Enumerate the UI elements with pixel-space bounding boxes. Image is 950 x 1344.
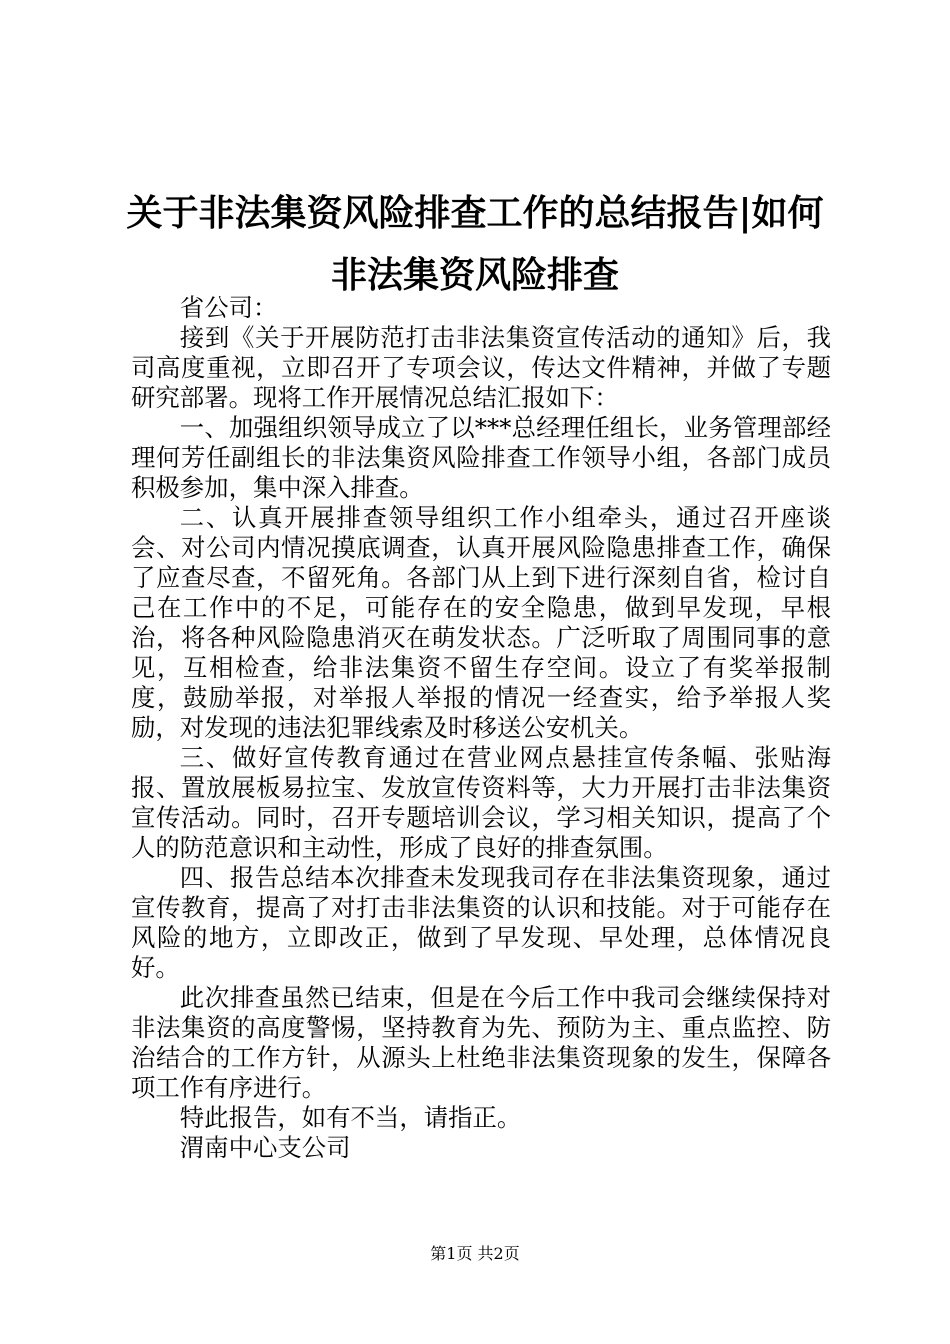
paragraph-section-1: 一、加强组织领导成立了以***总经理任组长，业务管理部经理何芳任副组长的非法集资风险排查工作领导小组，各部门成员积极参加，集中深入排查。: [131, 413, 831, 502]
paragraph-section-3: 三、做好宣传教育通过在营业网点悬挂宣传条幅、张贴海报、置放展板易拉宝、发放宣传资料等，大力开展打击非法集资宣传活动。同时，召开专题培训会议，学习相关知识，提高了个人的防范意识和主动性，形成了良好的排查氛围。: [131, 743, 831, 862]
paragraph-section-2: 二、认真开展排查领导组织工作小组牵头，通过召开座谈会、对公司内情况摸底调查，认真开展风险隐患排查工作，确保了应查尽查，不留死角。各部门从上到下进行深刻自省，检讨自己在工作中的不足，可能存在的安全隐患，做到早发现，早根治，将各种风险隐患消灭在萌发状态。广泛听取了周围同事的意见，互相检查，给非法集资不留生存空间。设立了有奖举报制度，鼓励举报，对举报人举报的情况一经查实，给予举报人奖励，对发现的违法犯罪线索及时移送公安机关。: [131, 503, 831, 742]
salutation: 省公司：: [179, 293, 278, 322]
paragraph-section-4: 四、报告总结本次排查未发现我司存在非法集资现象，通过宣传教育，提高了对打击非法集资的认识和技能。对于可能存在风险的地方，立即改正，做到了早发现、早处理，总体情况良好。: [131, 863, 831, 982]
paragraph-closing: 特此报告，如有不当，请指正。: [179, 1103, 522, 1132]
document-title: 关于非法集资风险排查工作的总结报告|如何非法集资风险排查: [126, 192, 824, 296]
paragraph-conclusion: 此次排查虽然已结束，但是在今后工作中我司会继续保持对非法集资的高度警惕，坚持教育为先、预防为主、重点监控、防治结合的工作方针，从源头上杜绝非法集资现象的发生，保障各项工作有序进行。: [131, 983, 831, 1102]
document-body: [131, 293, 831, 1163]
page-footer: 第1页 共2页: [430, 1244, 520, 1263]
signature-company: 渭南中心支公司: [179, 1133, 351, 1162]
paragraph-intro: 接到《关于开展防范打击非法集资宣传活动的通知》后，我司高度重视，立即召开了专项会议，传达文件精神，并做了专题研究部署。现将工作开展情况总结汇报如下：: [131, 323, 831, 412]
